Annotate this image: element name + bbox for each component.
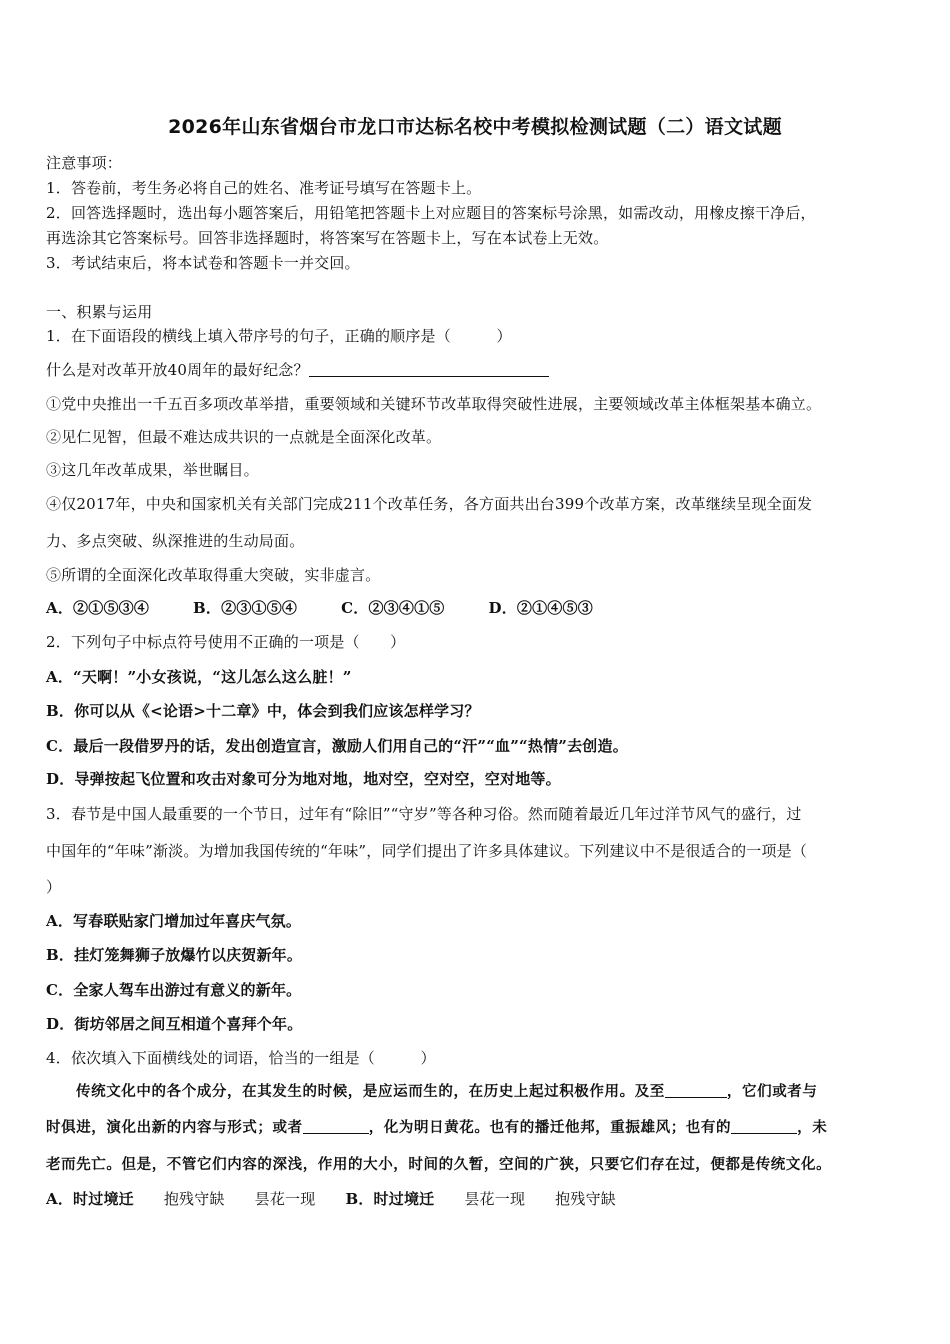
q4-passage-text: ，化为明日黄花。也有的播迁他邦，重振雄风；也有的: [368, 1119, 732, 1136]
q3-option-d[interactable]: D．街坊邻居之间互相道个喜拜个年。: [46, 1015, 303, 1033]
q1-sentence-2: ②见仁见智，但最不难达成共识的一点就是全面深化改革。: [46, 428, 442, 446]
q4-option-b-word-2: 昙花一现: [464, 1190, 526, 1208]
q4-passage-line-2: [46, 1118, 910, 1138]
section-heading: 一、积累与运用: [46, 303, 153, 321]
notice-item-3: 3．考试结束后，将本试卷和答题卡一并交回。: [46, 254, 360, 272]
q1-option-c[interactable]: C．②③④①⑤: [341, 599, 445, 617]
q3-option-b[interactable]: B．挂灯笼舞狮子放爆竹以庆贺新年。: [46, 946, 303, 964]
q1-option-a[interactable]: A．②①⑤③④: [46, 599, 150, 617]
q4-passage-line-3: 老而先亡。但是，不管它们内容的深浅，作用的大小，时间的久暂，空间的广狭，只要它们存在过，便都是传统文化。: [46, 1156, 832, 1173]
q4-blank-1: [665, 1082, 727, 1098]
notice-item-1: 1．答卷前，考生务必将自己的姓名、准考证号填写在答题卡上。: [46, 179, 482, 197]
q4-blank-3: [731, 1118, 797, 1134]
q1-sentence-4: ④仅2017年，中央和国家机关有关部门完成211个改革任务，各方面共出台399个改革方案，改革继续呈现全面发: [46, 495, 813, 513]
q4-option-b-word-3: 抱残守缺: [555, 1190, 616, 1208]
q3-option-a[interactable]: A．写春联贴家门增加过年喜庆气氛。: [46, 912, 302, 930]
q1-prompt-text: 什么是对改革开放40周年的最好纪念？: [46, 361, 309, 379]
q4-option-b[interactable]: B．时过境迁: [345, 1190, 435, 1208]
q3-option-c[interactable]: C．全家人驾车出游过有意义的新年。: [46, 981, 302, 999]
q4-options: [46, 1189, 910, 1209]
q1-sentence-4-cont: 力、多点突破、纵深推进的生动局面。: [46, 532, 305, 550]
q1-prompt: [46, 360, 910, 380]
notice-item-2-cont: 再选涂其它答案标号。回答非选择题时，将答案写在答题卡上，写在本试卷上无效。: [46, 229, 609, 247]
q1-stem: 1．在下面语段的横线上填入带序号的句子，正确的顺序是（ ）: [46, 327, 512, 345]
q1-option-b[interactable]: B．②③①⑤④: [193, 599, 298, 617]
notice-item-2: 2．回答选择题时，选出每小题答案后，用铅笔把答题卡上对应题目的答案标号涂黑，如需改动，用橡皮擦干净后，: [46, 204, 816, 222]
q1-sentence-5: ⑤所谓的全面深化改革取得重大突破，实非虚言。: [46, 566, 381, 584]
q4-passage-text: 时俱进，演化出新的内容与形式；或者: [46, 1119, 303, 1136]
q1-answer-blank: [309, 361, 549, 377]
page-title: 2026年山东省烟台市龙口市达标名校中考模拟检测试题（二）语文试题: [168, 116, 782, 138]
q1-options: [46, 598, 910, 618]
q1-sentence-3: ③这几年改革成果，举世瞩目。: [46, 461, 259, 479]
q4-passage-line-1: [46, 1082, 910, 1102]
q2-option-a[interactable]: A．“天啊！”小女孩说，“这儿怎么这么脏！”: [46, 668, 352, 686]
q4-option-a-word-2: 抱残守缺: [163, 1190, 225, 1208]
q1-sentence-1: ①党中央推出一千五百多项改革举措，重要领域和关键环节改革取得突破性进展，主要领域改革主体框架基本确立。: [46, 395, 822, 413]
q4-passage-text: ，未: [797, 1119, 828, 1136]
q3-stem: 3．春节是中国人最重要的一个节日，过年有“除旧”“守岁”等各种习俗。然而随着最近几年过洋节风气的盛行，过: [46, 805, 802, 823]
q1-option-d[interactable]: D．②①④⑤③: [488, 599, 593, 617]
notice-heading: 注意事项：: [46, 154, 123, 172]
q3-stem-cont: 中国年的“年味”渐淡。为增加我国传统的“年味”，同学们提出了许多具体建议。下列建议中不是很适合的一项是（: [46, 842, 808, 860]
q4-passage-text: 传统文化中的各个成分，在其发生的时候，是应运而生的，在历史上起过积极作用。及至: [76, 1083, 665, 1100]
q2-option-d[interactable]: D．导弹按起飞位置和攻击对象可分为地对地，地对空，空对空，空对地等。: [46, 770, 561, 788]
q4-passage-text: ，它们或者与: [726, 1083, 818, 1100]
q4-option-a[interactable]: A．时过境迁: [46, 1190, 134, 1208]
q4-stem: 4．依次填入下面横线处的词语，恰当的一组是（ ）: [46, 1049, 436, 1067]
q4-blank-2: [303, 1118, 369, 1134]
q2-option-b[interactable]: B．你可以从《<论语>十二章》中，体会到我们应该怎样学习？: [46, 702, 480, 720]
q2-stem: 2．下列句子中标点符号使用不正确的一项是（ ）: [46, 633, 406, 651]
q2-option-c[interactable]: C．最后一段借罗丹的话，发出创造宣言，激励人们用自己的“汗”“血”“热情”去创造。: [46, 737, 628, 755]
q4-option-a-word-3: 昙花一现: [254, 1190, 316, 1208]
q3-stem-end: ）: [46, 878, 62, 896]
